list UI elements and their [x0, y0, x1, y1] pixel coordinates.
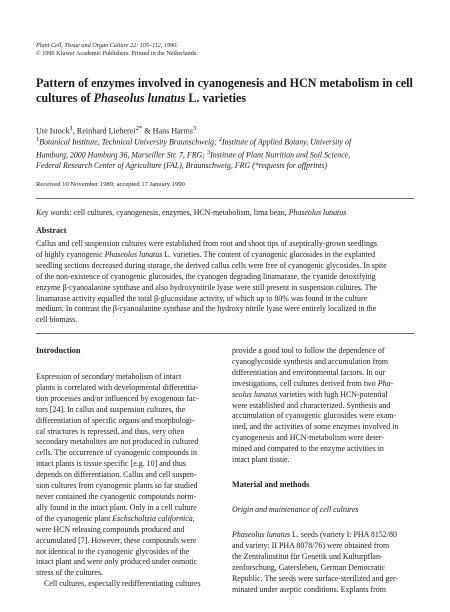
abstract-line: cell biomass.	[36, 315, 78, 325]
body-line: differentiation and environmental factors. In our	[232, 367, 386, 377]
received-date: Received 10 November 1989; accepted 17 January 1990	[36, 181, 185, 188]
body-line: secondary metabolites are not produced in cultured	[36, 437, 199, 447]
body-line: and variety: II PHA 8078/76) were obtained from	[232, 540, 390, 550]
body-line: provide a good tool to follow the dependence of	[232, 346, 385, 355]
divider	[36, 333, 414, 334]
keywords-text: cell cultures, cyanogenesis, enzymes, HCN-metabolism, lima bean,	[71, 208, 289, 217]
body-species: Eschscholtzia californica,	[112, 513, 195, 523]
body-line	[36, 514, 201, 525]
keywords-species: Phaseolus lunatus	[288, 208, 347, 217]
body-line: cyanoglycoside synthesis and accumulation from	[232, 356, 389, 366]
body-line: intact plant and were only produced under osmotic	[36, 557, 198, 567]
body-line: cells. The occurrence of cyanogenic compounds in	[36, 448, 197, 458]
body-line: tion processes and/or influenced by exogenous fac-	[36, 393, 199, 403]
body-line: accumulated [7]. However, these compounds were	[36, 535, 197, 545]
body-line: differentiation of specific organs and morphologi-	[36, 415, 195, 425]
origin-subheading: Origin and maintenance of cell cultures	[232, 505, 359, 514]
journal-line-1: Plant Cell, Tissue and Organ Culture 22: 105–112, 1990.	[36, 42, 178, 49]
body-line: mined and compared to the enzyme activities in	[232, 444, 384, 454]
body-text: varieties with high HCN-potential	[277, 389, 388, 399]
affiliation-marker: 1	[69, 125, 73, 132]
body-line	[232, 390, 398, 401]
body-line: plants is correlated with developmental differentia-	[36, 382, 199, 392]
body-line: ined, and the activities of some enzymes involved in	[232, 422, 399, 432]
abstract-line: Callus and cell suspension cultures were established from root and shoot tips of aseptically-grown seedlings	[36, 239, 377, 248]
title-text: L. varieties	[185, 91, 247, 105]
body-species: seolus lunatus	[232, 389, 278, 399]
right-column-body	[232, 346, 398, 466]
body-line: intact plant tissue.	[232, 455, 290, 465]
affiliation-text: Federal Research Center of Agriculture (FAL), Braunschweig, FRG (*requests for offprints)	[36, 161, 328, 171]
body-line: zenforschung, Gatersleben, German Democratic	[232, 562, 386, 572]
affiliation-marker: 2	[218, 136, 223, 143]
affiliation-line	[36, 135, 351, 148]
body-line	[232, 379, 398, 390]
title-line-2	[36, 91, 413, 106]
title-species: Phaseolus lunatus	[93, 91, 186, 105]
keywords	[36, 208, 346, 218]
abstract-line: of the non-existence of cyanogenic glucosides, the cyanogen degrading linamarase, the cyanide detoxifying	[36, 271, 376, 281]
body-line: accumulation of cyanogenic glucosides were exam-	[232, 411, 397, 421]
abstract-line: enzyme β-cyanoalanine synthase and also hydroxynitrile lyase were still present in suspension cultures. The	[36, 282, 377, 292]
body-line: never contained the cyanogenic compounds norm-	[36, 491, 197, 501]
body-line	[232, 530, 398, 541]
body-line: Cell cultures, especially redifferentiating cultures	[44, 579, 201, 589]
author-name: , Reinhard Lieberei	[72, 126, 136, 136]
body-line: cal structures is repressed, and thus, very often	[36, 426, 185, 436]
body-line: depends on differentiation. Callus and cell suspen-	[36, 470, 197, 480]
article-title	[36, 76, 413, 106]
abstract-text: L. varieties. The content of cyanogenic glucosides in the explanted	[162, 249, 376, 259]
journal-citation	[36, 42, 198, 58]
affiliation-text: Institute of Applied Botany, University of	[222, 137, 352, 147]
body-text: of the cyanogenic plant	[36, 513, 113, 523]
methods-heading: Material and methods	[232, 480, 310, 489]
affiliation-marker: 3	[206, 149, 211, 157]
body-line: ally found in the intact plant. Only in a cell culture	[36, 502, 197, 512]
abstract-heading: Abstract	[36, 226, 67, 235]
body-line: minated under aseptic conditions. Explants from	[232, 584, 386, 594]
body-line: Republic. The seeds were surface-sterilized and ger-	[232, 573, 399, 583]
affiliation-marker: 3	[192, 125, 197, 132]
affiliation-text: Institute of Plant Nutrition and Soil Science,	[210, 150, 351, 160]
body-line: not identical to the cyanogenic glycosides of the	[36, 546, 190, 556]
title-text: cultures of	[36, 91, 94, 105]
body-species: Pha-	[377, 378, 394, 388]
abstract-line	[36, 250, 387, 261]
introduction-body	[36, 372, 201, 590]
divider	[36, 198, 414, 199]
abstract-species: Phaseolus lunatus	[104, 249, 163, 259]
abstract-body	[36, 239, 387, 326]
body-line: cyanogenesis and HCN-metabolism were deter-	[232, 433, 384, 443]
corresponding-marker: *	[138, 125, 143, 132]
title-line-1: Pattern of enzymes involved in cyanogenesis and HCN metabolism in cell	[36, 76, 413, 90]
affiliation-line	[36, 148, 351, 161]
body-species: Phaseolus lunatus	[232, 530, 290, 539]
affiliation-marker: 1	[36, 136, 40, 143]
abstract-text: of highly cyanogenic	[36, 249, 105, 259]
body-line: were HCN releasing compounds produced and	[36, 524, 185, 534]
body-line: tors [24]. In callus and suspension cultures, the	[36, 404, 186, 414]
abstract-line: medium. In contrast the β-cyanoalanine synthase and the hydroxy nitrile lyase were entirely localized in the	[36, 304, 377, 314]
body-line: the Zentralinstitut für Genetik und Kulturpflan-	[232, 551, 383, 561]
keywords-label: Key words:	[36, 208, 72, 217]
body-line: sion cultures from cyanogenic plants so far studied	[36, 481, 198, 491]
abstract-line: seedling sections decreased during storage, the derived callus cells were free of cyanogenic glycosides. In spite	[36, 260, 387, 270]
methods-body	[232, 530, 398, 595]
body-text: investigations, cell cultures derived from two	[232, 378, 378, 388]
abstract-line: linamarase activity equalled the total β-glucosidase activity, of which up to 80% was found in the culture	[36, 293, 368, 303]
affiliation-text: Botanical Institute, Technical University Braunschweig;	[39, 137, 219, 147]
introduction-heading: Introduction	[36, 346, 81, 355]
body-line: were established and characterized. Synthesis and	[232, 400, 391, 410]
body-line: stress of the cultures.	[36, 568, 104, 578]
author-name: Ute Istock	[36, 126, 70, 136]
journal-line-2: © 1990 Kluwer Academic Publishers. Printed in the Netherlands.	[36, 50, 198, 57]
affiliation-line	[36, 161, 351, 172]
body-line: Expression of secondary metabolism of intact	[36, 372, 182, 381]
marker-number: 2	[135, 125, 139, 132]
author-name: & Hans Harms	[142, 126, 193, 136]
affiliations	[36, 135, 351, 172]
body-text: L. seeds (variety I: PHA 8152/80	[290, 530, 397, 539]
body-line: intact plants is tissue specific [e.g. 10] and thus	[36, 459, 186, 469]
affiliation-text: Hamburg, 2000 Hamburg 36, Marseiller Str. 7, FRG;	[36, 150, 207, 160]
